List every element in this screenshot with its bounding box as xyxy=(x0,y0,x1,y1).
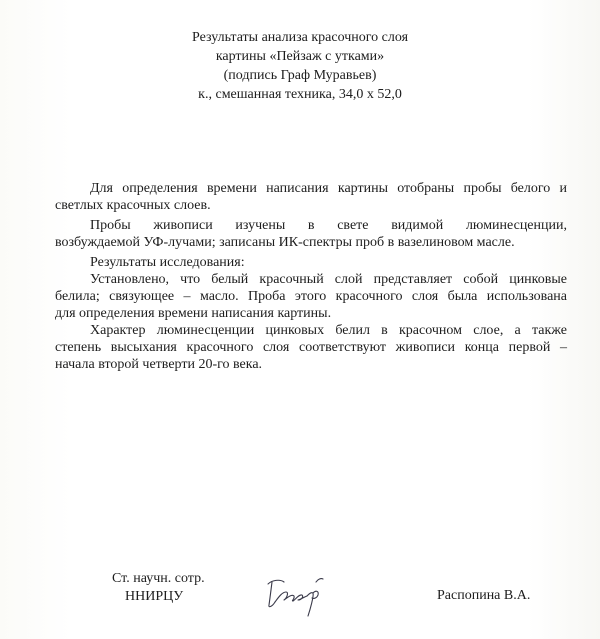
paragraph-findings xyxy=(55,271,567,322)
paragraph-line: Характер люминесценции цинковых белил в красочном слое, а также xyxy=(90,323,567,338)
paragraph-line: Результаты исследования: xyxy=(90,255,245,270)
signatory-name: Распопина В.А. xyxy=(437,588,531,603)
document-header xyxy=(0,28,600,104)
paragraph-line: светлых красочных слоев. xyxy=(55,198,211,213)
paragraph-sampling xyxy=(55,180,567,214)
paragraph-line: Пробы живописи изучены в свете видимой люминесценции, xyxy=(90,218,567,233)
header-painting-title: картины «Пейзаж с утками» xyxy=(215,49,385,64)
paragraph-line: Установлено, что белый красочный слой представляет собой цинковые xyxy=(90,272,567,287)
signatory-block xyxy=(112,570,232,606)
paragraph-methods xyxy=(55,217,567,251)
paragraph-conclusion xyxy=(55,322,567,373)
paragraph-line: степень высыхания красочного слоя соответствуют живописи конца первой – xyxy=(55,340,567,355)
paragraph-line: начала второй четверти 20-го века. xyxy=(55,357,263,372)
signatory-organization: ННИРЦУ xyxy=(125,589,184,604)
paragraph-line: возбуждаемой УФ-лучами; записаны ИК-спектры проб в вазелиновом масле. xyxy=(55,235,515,250)
paragraph-line: Для определения времени написания картины отобраны пробы белого и xyxy=(90,181,567,196)
paragraph-results-heading xyxy=(55,254,567,271)
header-technique-size: к., смешанная техника, 34,0 х 52,0 xyxy=(198,87,402,102)
header-signature-note: (подпись Граф Муравьев) xyxy=(223,68,377,83)
paragraph-line: для определения времени написания картины. xyxy=(55,306,332,321)
signatory-position: Ст. научн. сотр. xyxy=(112,571,205,586)
paragraph-line: белила; связующее – масло. Проба этого красочного слоя была использована xyxy=(55,289,567,304)
header-title-line: Результаты анализа красочного слоя xyxy=(191,30,409,45)
document-body xyxy=(55,180,567,373)
handwritten-signature xyxy=(258,570,358,620)
